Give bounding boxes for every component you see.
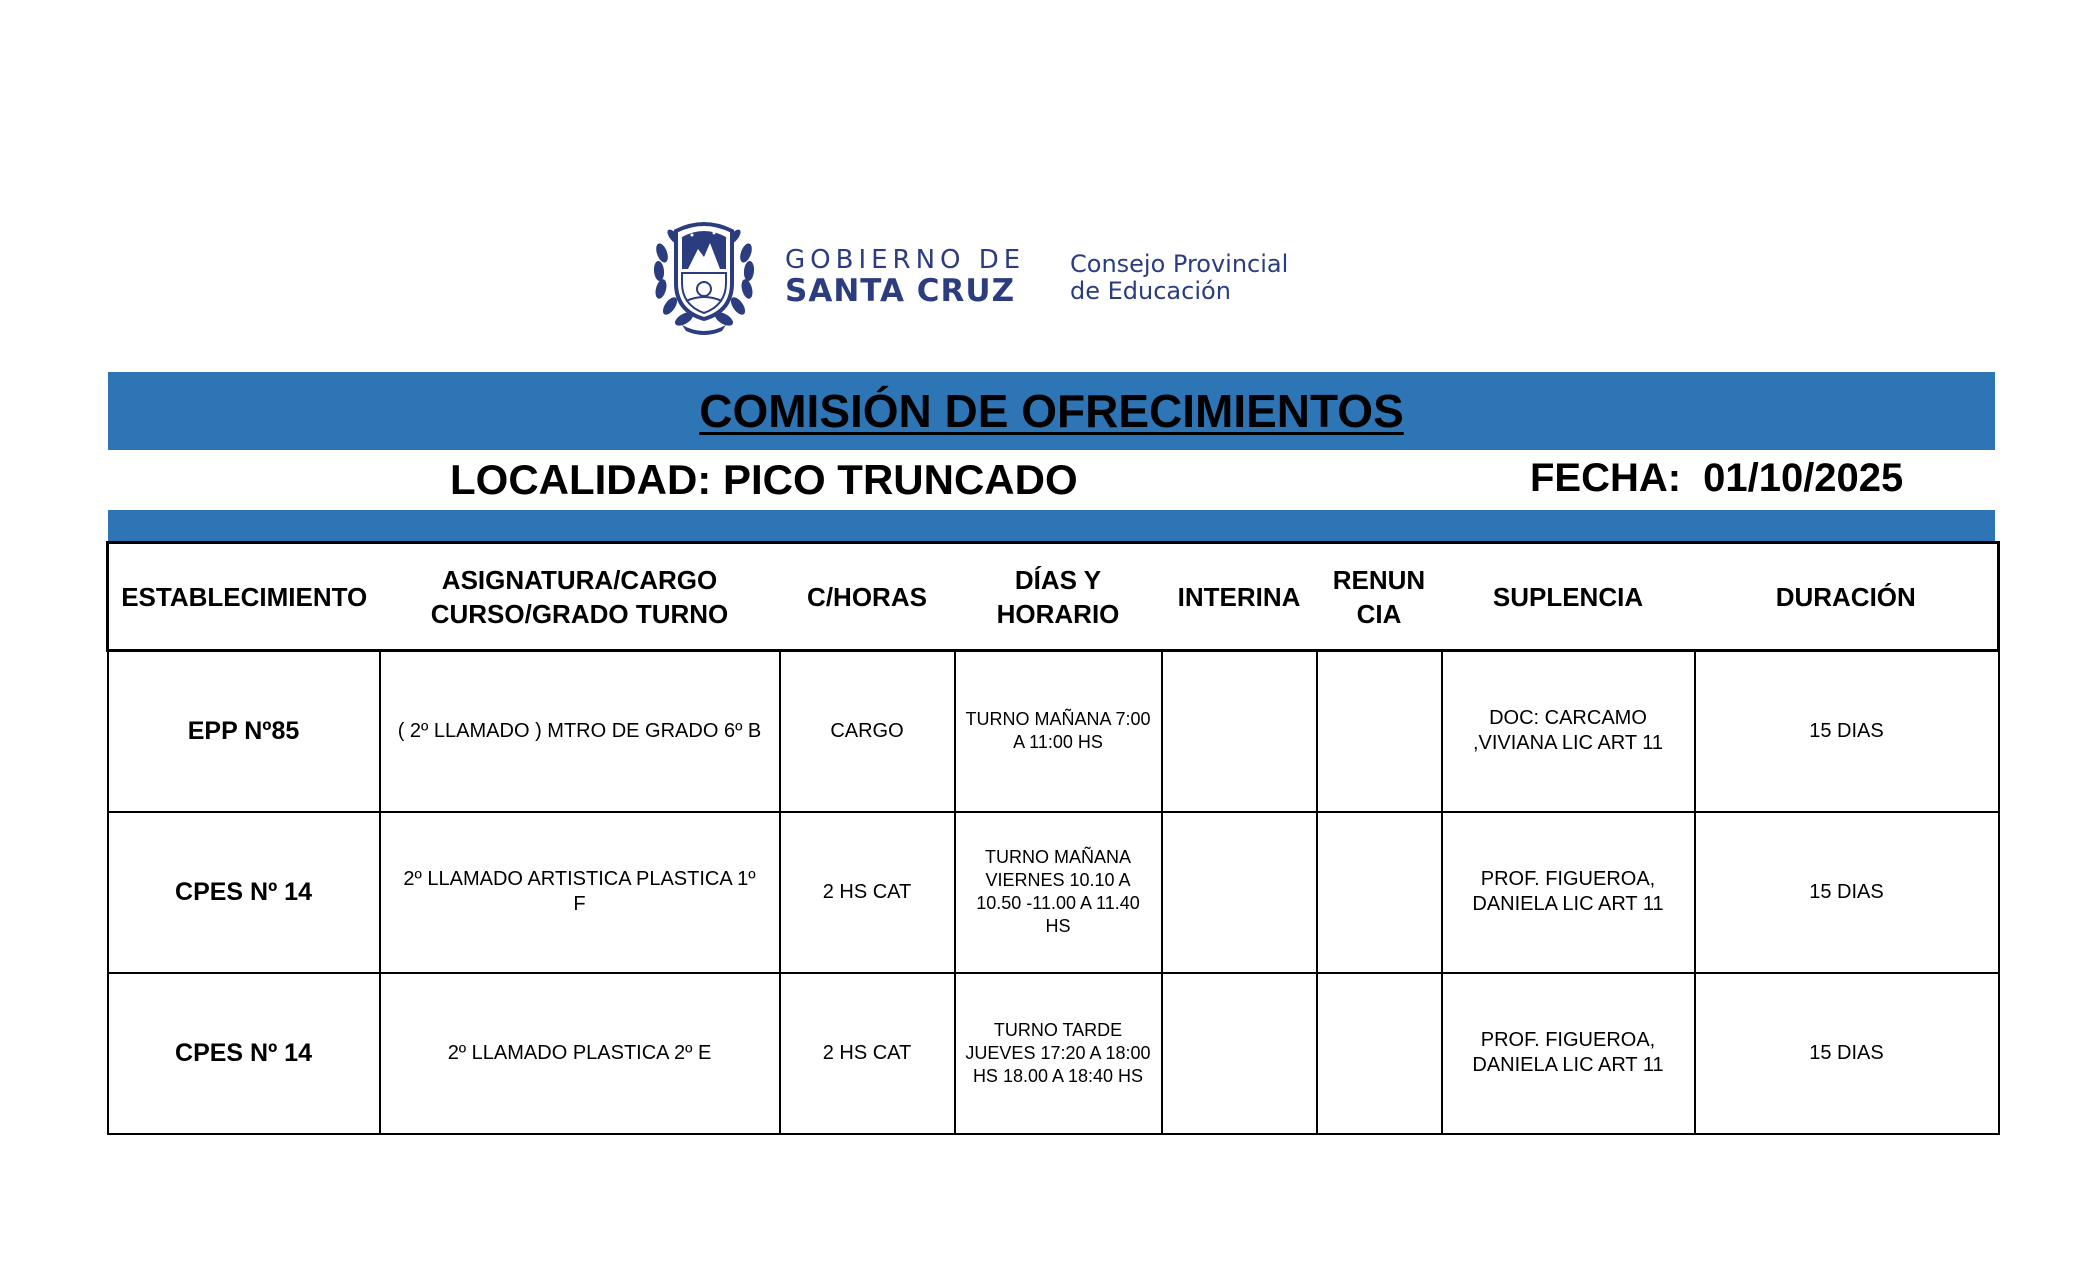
page-title: COMISIÓN DE OFRECIMIENTOS [699,385,1404,437]
cell-interina [1162,651,1317,812]
cell-establecimiento: CPES Nº 14 [108,973,380,1134]
header-logo [652,213,1352,338]
cell-dias-line: HS 18.00 A 18:40 HS [972,1065,1144,1086]
offers-table [106,541,2000,1135]
cell-dias-line: VIERNES 10.10 A [985,870,1131,890]
table-row [108,812,1999,973]
council-name [1070,251,1288,305]
government-name [785,246,1025,308]
cell-dias-line: TURNO MAÑANA 7:00 [965,709,1151,730]
cell-suplencia-line: PROF. FIGUEROA, [1480,868,1656,890]
cell-dias-line: A 11:00 HS [1013,732,1103,753]
council-line-1: Consejo Provincial [1070,250,1289,278]
cell-horas: 2 HS CAT [780,973,955,1134]
cell-horas: CARGO [780,651,955,812]
table-row [108,973,1999,1134]
cell-dias-line: JUEVES 17:20 A 18:00 [965,1042,1151,1063]
header-asignatura-line-2: CURSO/GRADO TURNO [430,598,729,629]
cell-suplencia-line: DANIELA LIC ART 11 [1472,893,1664,915]
header-duracion: DURACIÓN [1695,543,1999,651]
cell-suplencia-line: DOC: CARCAMO [1489,707,1647,730]
santa-cruz-seal-icon [652,213,756,337]
cell-asignatura-line: F [573,893,586,915]
cell-interina [1162,812,1317,973]
cell-establecimiento: EPP Nº85 [108,651,380,812]
cell-suplencia-line: DANIELA LIC ART 11 [1472,1054,1664,1076]
table-header-row [108,543,1999,651]
cell-asignatura: 2º LLAMADO PLASTICA 2º E [380,973,780,1134]
cell-interina [1162,973,1317,1134]
cell-dias-line: HS [1045,916,1071,936]
header-horas: C/HORAS [780,543,955,651]
cell-suplencia-line: PROF. FIGUEROA, [1480,1029,1656,1051]
cell-asignatura [380,812,780,973]
title-band [108,372,1995,450]
gov-line-2: SANTA CRUZ [785,273,1016,309]
cell-asignatura-line: 2º LLAMADO ARTISTICA PLASTICA 1º [403,868,756,890]
cell-suplencia-line: ,VIVIANA LIC ART 11 [1472,732,1664,755]
header-asignatura [380,543,780,651]
cell-dias [955,973,1162,1134]
header-dias-line-2: HORARIO [996,598,1120,629]
header-interina: INTERINA [1162,543,1317,651]
header-renuncia [1317,543,1442,651]
cell-suplencia [1442,973,1695,1134]
cell-dias-line: 10.50 -11.00 A 11.40 [976,893,1140,913]
cell-establecimiento: CPES Nº 14 [108,812,380,973]
council-line-2: de Educación [1070,277,1231,305]
header-renuncia-line-1: RENUN [1332,564,1426,595]
table-row [108,651,1999,812]
cell-duracion: 15 DIAS [1695,651,1999,812]
header-renuncia-line-2: CIA [1356,598,1402,629]
gov-line-1: GOBIERNO DE [785,245,1026,275]
date-value: 01/10/2025 [1703,456,1904,500]
blue-divider-strip [108,510,1995,542]
header-suplencia: SUPLENCIA [1442,543,1695,651]
cell-dias [955,651,1162,812]
cell-dias-line: TURNO MAÑANA [984,847,1131,867]
cell-dias [955,812,1162,973]
locality-label: LOCALIDAD: PICO TRUNCADO [450,456,1078,503]
cell-duracion: 15 DIAS [1695,812,1999,973]
header-dias-line-1: DÍAS Y [1014,564,1102,595]
cell-dias-line: TURNO TARDE [993,1019,1123,1040]
cell-suplencia [1442,651,1695,812]
cell-duracion: 15 DIAS [1695,973,1999,1134]
header-dias [955,543,1162,651]
header-establecimiento: ESTABLECIMIENTO [108,543,380,651]
subtitle-row [108,452,1995,508]
cell-asignatura: ( 2º LLAMADO ) MTRO DE GRADO 6º B [380,651,780,812]
cell-renuncia [1317,812,1442,973]
date-block [1530,456,1903,501]
cell-renuncia [1317,973,1442,1134]
header-asignatura-line-1: ASIGNATURA/CARGO [441,564,718,595]
cell-suplencia [1442,812,1695,973]
date-label: FECHA: [1530,456,1682,500]
cell-horas: 2 HS CAT [780,812,955,973]
cell-renuncia [1317,651,1442,812]
